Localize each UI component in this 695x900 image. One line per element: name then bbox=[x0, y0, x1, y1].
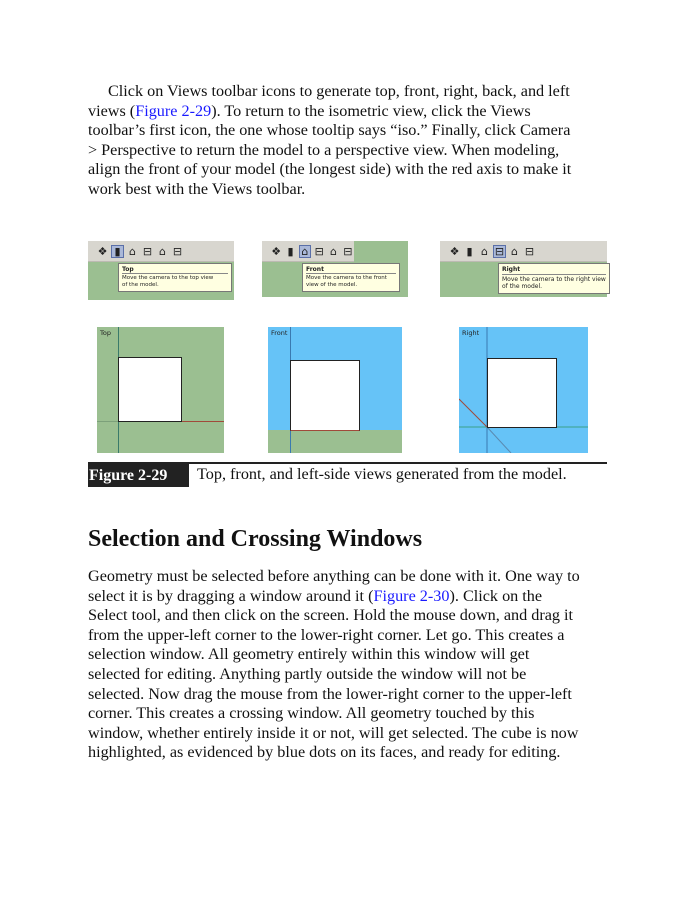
view-label: Right bbox=[462, 329, 480, 337]
tooltip bbox=[118, 263, 232, 292]
front-icon: ⌂ bbox=[299, 245, 311, 258]
ground bbox=[268, 430, 402, 453]
text-line: selected. Now drag the mouse from the lower-right corner to the upper-left bbox=[88, 684, 572, 703]
cube bbox=[118, 357, 182, 422]
text-line: align the front of your model (the longest side) with the red axis to make it bbox=[88, 160, 572, 178]
text-line: toolbar’s first icon, the one whose tooltip says “iso.” Finally, click Camera bbox=[88, 121, 571, 139]
tooltip-title: Top bbox=[122, 266, 228, 274]
tooltip bbox=[498, 263, 610, 294]
view-label: Top bbox=[100, 329, 111, 337]
figure-caption: Top, front, and left-side views generated from the model. bbox=[197, 465, 567, 483]
toolbar-screenshot-front bbox=[262, 241, 408, 297]
front-icon: ⌂ bbox=[129, 244, 136, 258]
back-icon: ⌂ bbox=[159, 244, 166, 258]
tooltip-text: Move the camera to the front bbox=[306, 275, 387, 281]
tooltip-title: Front bbox=[306, 266, 396, 274]
tooltip-title: Right bbox=[502, 266, 606, 275]
text-line: corner. This creates a crossing window. All geometry touched by this bbox=[88, 704, 535, 723]
text-line: Select tool, and then click on the screen. Hold the mouse down, and drag it bbox=[88, 606, 574, 625]
toolbar-screenshot-top bbox=[88, 241, 234, 300]
top-view bbox=[97, 327, 224, 453]
text-line bbox=[88, 587, 542, 606]
iso-icon: ❖ bbox=[449, 244, 460, 258]
left-icon: ⊟ bbox=[172, 244, 183, 258]
views-toolbar bbox=[440, 241, 607, 262]
front-icon: ⌂ bbox=[481, 244, 488, 258]
iso-icon: ❖ bbox=[271, 244, 282, 258]
tooltip-text: view of the model. bbox=[306, 282, 358, 288]
text-line: Geometry must be selected before anything can be done with it. One way to bbox=[88, 567, 580, 585]
text-line: selection window. All geometry entirely within this window will get bbox=[88, 645, 530, 664]
text-line: Click on Views toolbar icons to generate top, front, right, back, and left bbox=[108, 82, 570, 100]
tooltip bbox=[302, 263, 400, 292]
back-icon: ⌂ bbox=[330, 244, 337, 258]
tooltip-text: Move the camera to the right view bbox=[502, 275, 606, 283]
top-icon: ▮ bbox=[111, 245, 124, 258]
tooltip-text: Move the camera to the top view bbox=[122, 275, 214, 281]
views-toolbar bbox=[262, 241, 354, 262]
view-label: Front bbox=[271, 329, 288, 337]
toolbar-screenshot-right bbox=[440, 241, 607, 297]
text: ). Click on the bbox=[449, 586, 543, 605]
back-icon: ⌂ bbox=[511, 244, 518, 258]
text-line: > Perspective to return the model to a perspective view. When modeling, bbox=[88, 140, 560, 159]
text-line bbox=[88, 102, 531, 121]
text-line: work best with the Views toolbar. bbox=[88, 179, 306, 198]
text-line: from the upper-left corner to the lower-right corner. Let go. This creates a bbox=[88, 625, 565, 644]
right-icon: ⊟ bbox=[314, 244, 324, 258]
text-line: highlighted, as evidenced by blue dots on its faces, and ready for editing. bbox=[88, 743, 561, 762]
text-line: selected for editing. Anything partly outside the window will not be bbox=[88, 665, 527, 683]
right-icon: ⊟ bbox=[494, 244, 505, 258]
figure-label: Figure 2-29 bbox=[88, 464, 189, 487]
front-view bbox=[268, 327, 402, 453]
views-toolbar bbox=[88, 241, 234, 262]
tooltip-text: of the model. bbox=[502, 283, 543, 290]
text-line: window, whether entirely inside it or not, will get selected. The cube is now bbox=[88, 723, 579, 742]
left-icon: ⊟ bbox=[524, 244, 535, 258]
right-view bbox=[459, 327, 588, 453]
cube bbox=[487, 358, 557, 428]
left-icon: ⊟ bbox=[343, 244, 353, 258]
section-heading: Selection and Crossing Windows bbox=[88, 526, 423, 552]
figure-link[interactable]: Figure 2-30 bbox=[373, 586, 450, 605]
tooltip-text: of the model. bbox=[122, 282, 159, 288]
right-icon: ⊟ bbox=[142, 244, 153, 258]
text: views ( bbox=[88, 101, 136, 120]
cube bbox=[290, 360, 360, 431]
top-icon: ▮ bbox=[287, 244, 294, 258]
figure-link[interactable]: Figure 2-29 bbox=[135, 101, 212, 120]
axis bbox=[97, 421, 118, 422]
top-icon: ▮ bbox=[466, 244, 473, 258]
text: select it is by dragging a window around it ( bbox=[88, 586, 374, 605]
text: ). To return to the isometric view, click the Views bbox=[211, 101, 531, 120]
iso-icon: ❖ bbox=[97, 244, 108, 258]
